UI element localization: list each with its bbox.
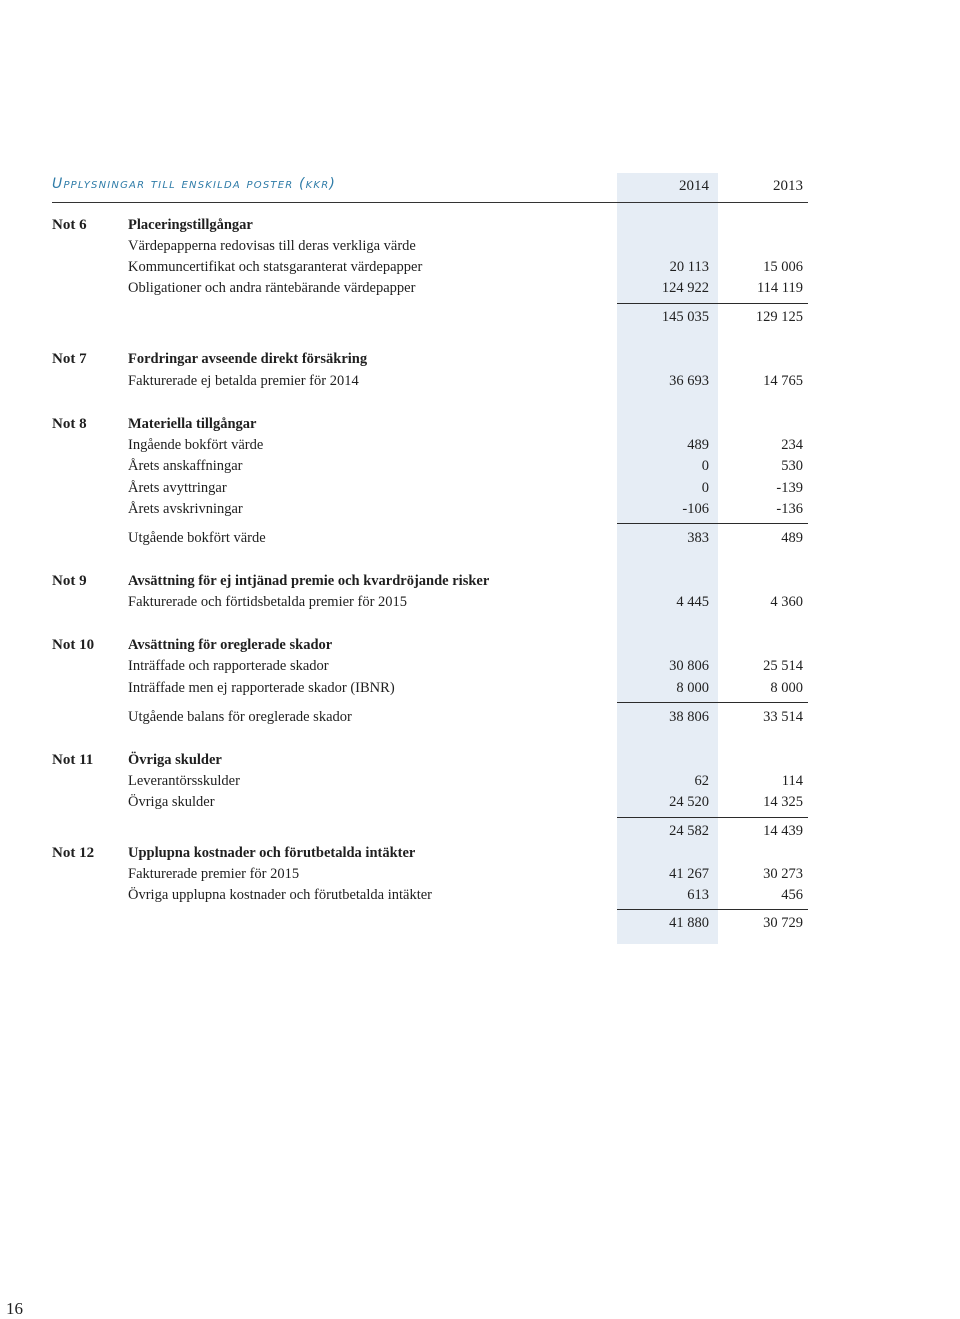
- value-2013: 30 729: [763, 915, 803, 931]
- value-2014: 0: [701, 480, 709, 496]
- value-2014: 0: [701, 458, 709, 474]
- note-row: [128, 773, 808, 793]
- note-row-title: [128, 573, 808, 593]
- value-2014: 41 267: [669, 866, 709, 882]
- row-label: Utgående bokfört värde: [128, 530, 266, 546]
- row-label: Årets avyttringar: [128, 480, 227, 496]
- note-label: Not 12: [52, 845, 95, 861]
- row-label: Övriga upplupna kostnader och förutbetalda intäkter: [128, 887, 432, 903]
- value-2014: 30 806: [669, 658, 709, 674]
- row-label: Avsättning för ej intjänad premie och kvardröjande risker: [128, 573, 490, 589]
- value-2013: 8 000: [770, 680, 803, 696]
- value-2013: 234: [781, 437, 803, 453]
- section-heading: Upplysningar till enskilda poster (kkr): [52, 176, 337, 192]
- value-2013: 4 360: [770, 594, 803, 610]
- value-2014: 8 000: [676, 680, 709, 696]
- note-row-title: [128, 351, 808, 371]
- note-row: [128, 887, 808, 907]
- note-label: Not 10: [52, 637, 95, 653]
- note-row-title: [128, 637, 808, 657]
- value-2013: 129 125: [755, 309, 803, 325]
- subtotal-rule: [617, 523, 808, 524]
- note-row: [128, 866, 808, 886]
- note-row: [128, 594, 808, 614]
- row-label: Materiella tillgångar: [128, 416, 257, 432]
- note-total-row: [128, 709, 808, 729]
- value-2014: 38 806: [669, 709, 709, 725]
- subtotal-rule: [617, 909, 808, 910]
- value-2013: 114 119: [756, 280, 803, 296]
- row-label: Leverantörsskulder: [128, 773, 240, 789]
- value-2013: 114: [781, 773, 803, 789]
- note-row-title: [128, 416, 808, 436]
- note-label: Not 8: [52, 416, 87, 432]
- note-label: Not 9: [52, 573, 87, 589]
- row-label: Placeringstillgångar: [128, 217, 253, 233]
- row-label: Obligationer och andra räntebärande värdepapper: [128, 280, 416, 296]
- year-2014-header: 2014: [679, 178, 709, 194]
- value-2014: 383: [687, 530, 709, 546]
- row-label: Årets anskaffningar: [128, 458, 243, 474]
- value-2014: 145 035: [661, 309, 709, 325]
- note-row: [128, 794, 808, 814]
- note-row: [128, 501, 808, 521]
- note-row: [128, 658, 808, 678]
- value-2013: 14 439: [763, 823, 803, 839]
- note-row: [128, 437, 808, 457]
- value-2013: 530: [781, 458, 803, 474]
- header-rule: [52, 202, 808, 203]
- value-2013: 489: [781, 530, 803, 546]
- note-row-title: [128, 217, 808, 237]
- row-label: Årets avskrivningar: [128, 501, 243, 517]
- row-label: Fordringar avseende direkt försäkring: [128, 351, 368, 367]
- value-2014: 20 113: [669, 259, 709, 275]
- value-2014: 36 693: [669, 373, 709, 389]
- note-row-title: [128, 845, 808, 865]
- row-label: Avsättning för oreglerade skador: [128, 637, 333, 653]
- subtotal-rule: [617, 817, 808, 818]
- note-total-row: [128, 530, 808, 550]
- value-2013: 14 765: [763, 373, 803, 389]
- note-total-row: [128, 823, 808, 843]
- note-label: Not 7: [52, 351, 87, 367]
- note-row: [128, 373, 808, 393]
- value-2014: -106: [682, 501, 709, 517]
- value-2014: 24 520: [669, 794, 709, 810]
- note-row: [128, 238, 808, 258]
- value-2014: 62: [694, 773, 709, 789]
- note-row: [128, 280, 808, 300]
- row-label: Fakturerade och förtidsbetalda premier för 2015: [128, 594, 408, 610]
- value-2013: 456: [781, 887, 803, 903]
- value-2013: 33 514: [763, 709, 803, 725]
- value-2013: 15 006: [763, 259, 803, 275]
- note-label: Not 6: [52, 217, 87, 233]
- row-label: Fakturerade premier för 2015: [128, 866, 300, 882]
- row-label: Ingående bokfört värde: [128, 437, 264, 453]
- row-label: Övriga skulder: [128, 794, 215, 810]
- subtotal-rule: [617, 303, 808, 304]
- row-label: Utgående balans för oreglerade skador: [128, 709, 352, 725]
- row-label: Värdepapperna redovisas till deras verkliga värde: [128, 238, 416, 254]
- row-label: Inträffade men ej rapporterade skador (IBNR): [128, 680, 395, 696]
- year-2013-header: 2013: [773, 178, 803, 194]
- note-total-row: [128, 915, 808, 935]
- note-label: Not 11: [52, 752, 94, 768]
- note-row-title: [128, 752, 808, 772]
- page-number: 16: [6, 1299, 23, 1318]
- value-2013: 30 273: [763, 866, 803, 882]
- value-2013: -139: [776, 480, 803, 496]
- value-2013: -136: [776, 501, 803, 517]
- note-row: [128, 259, 808, 279]
- value-2014: 41 880: [669, 915, 709, 931]
- note-row: [128, 680, 808, 700]
- note-row: [128, 458, 808, 478]
- row-label: Kommuncertifikat och statsgaranterat värdepapper: [128, 259, 423, 275]
- value-2013: 14 325: [763, 794, 803, 810]
- row-label: Inträffade och rapporterade skador: [128, 658, 329, 674]
- row-label: Fakturerade ej betalda premier för 2014: [128, 373, 359, 389]
- value-2014: 613: [687, 887, 709, 903]
- row-label: Övriga skulder: [128, 752, 222, 768]
- note-total-row: [128, 309, 808, 329]
- subtotal-rule: [617, 702, 808, 703]
- value-2014: 124 922: [661, 280, 709, 296]
- value-2014: 489: [687, 437, 709, 453]
- value-2014: 24 582: [669, 823, 709, 839]
- row-label: Upplupna kostnader och förutbetalda intäkter: [128, 845, 416, 861]
- value-2013: 25 514: [763, 658, 803, 674]
- value-2014: 4 445: [676, 594, 709, 610]
- note-row: [128, 480, 808, 500]
